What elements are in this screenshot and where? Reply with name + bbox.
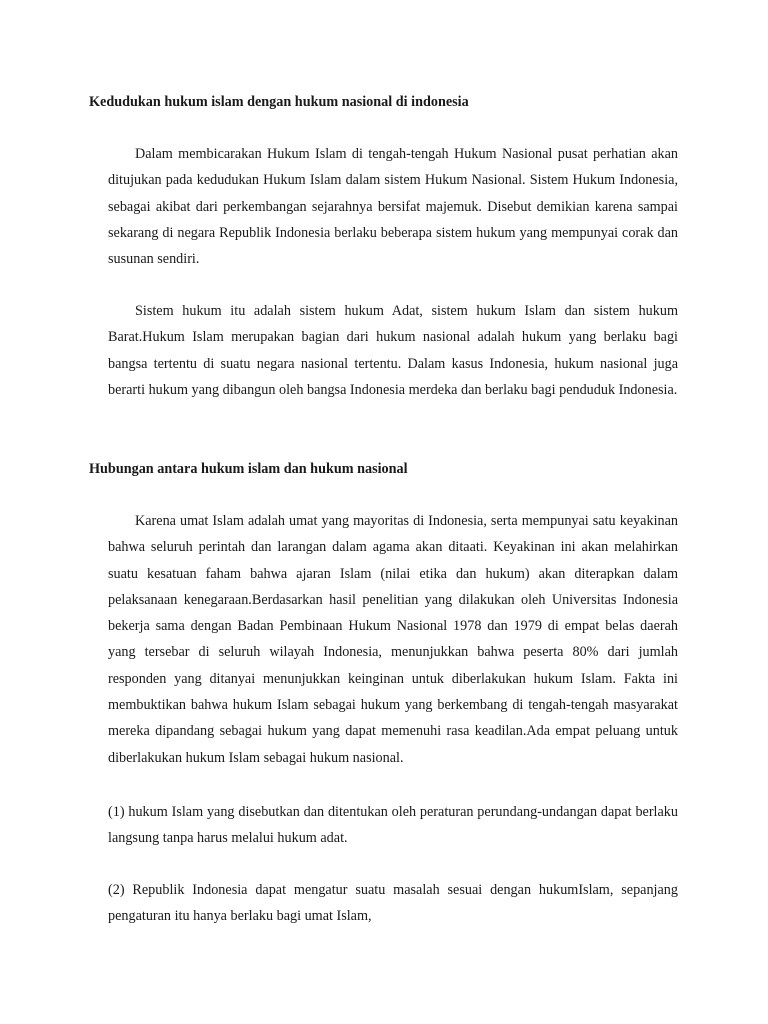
paragraph-sistem-hukum: Sistem hukum itu adalah sistem hukum Adat, sistem hukum Islam dan sistem hukum Barat.Hukum Islam merupakan bagian dari hukum nasional adalah hukum yang berlaku bagi bangsa tertentu di suatu negara nasional tertentu. Dalam kasus Indonesia, hukum nasional juga berarti hukum yang dibangun oleh bangsa Indonesia merdeka dan berlaku bagi penduduk Indonesia.	[108, 303, 678, 398]
section-heading-kedudukan: Kedudukan hukum islam dengan hukum nasional di indonesia	[89, 94, 469, 110]
paragraph-hukum-nasional-intro: Dalam membicarakan Hukum Islam di tengah-tengah Hukum Nasional pusat perhatian akan ditujukan pada kedudukan Hukum Islam dalam sistem Hukum Nasional. Sistem Hukum Indonesia, sebagai akibat dari perkembangan sejarahnya bersifat majemuk. Disebut demikian karena sampai sekarang di negara Republik Indonesia berlaku beberapa sistem hukum yang mempunyai corak dan susunan sendiri.	[108, 146, 678, 268]
section-heading-hubungan: Hubungan antara hukum islam dan hukum nasional	[89, 461, 408, 477]
paragraph-umat-islam: Karena umat Islam adalah umat yang mayoritas di Indonesia, serta mempunyai satu keyakinan bahwa seluruh perintah dan larangan dalam agama akan ditaati. Keyakinan ini akan melahirkan suatu kesatuan faham bahwa ajaran Islam (nilai etika dan hukum) akan diterapkan dalam pelaksanaan kenegaraan.Berdasarkan hasil penelitian yang dilakukan oleh Universitas Indonesia bekerja sama dengan Badan Pembinaan Hukum Nasional 1978 dan 1979 di empat belas daerah yang tersebar di seluruh wilayah Indonesia, menunjukkan bahwa peserta 80% dari jumlah responden yang ditanyai menunjukkan keinginan untuk diberlakukan hukum Islam. Fakta ini membuktikan bahwa hukum Islam sebagai hukum yang berkembang di tengah-tengah masyarakat mereka dipandang sebagai hukum yang dapat memenuhi rasa keadilan.Ada empat peluang untuk diberlakukan hukum Islam sebagai hukum nasional.	[108, 513, 678, 766]
list-item-peluang-2: (2) Republik Indonesia dapat mengatur suatu masalah sesuai dengan hukumIslam, sepanjang pengaturan itu hanya berlaku bagi umat Islam,	[108, 882, 678, 925]
list-item-peluang-1: (1) hukum Islam yang disebutkan dan ditentukan oleh peraturan perundang-undangan dapat berlaku langsung tanpa harus melalui hukum adat.	[108, 804, 678, 847]
